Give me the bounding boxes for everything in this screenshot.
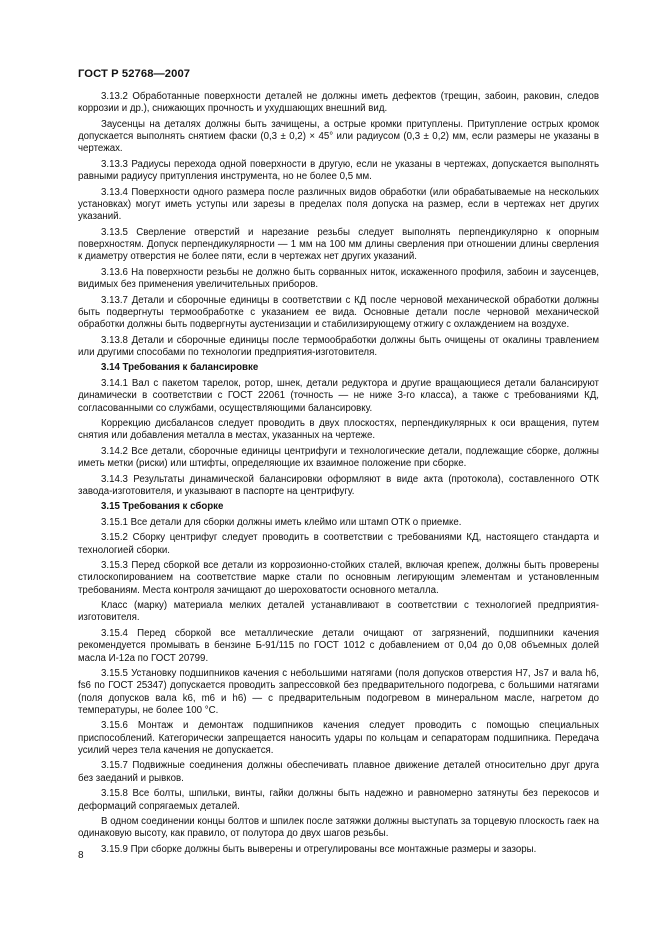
section-heading-3-15: 3.15 Требования к сборке [101,501,224,513]
paragraph-3-13-3: 3.13.3 Радиусы перехода одной поверхности в другую, если не указаны в чертежах, допускается выполнять равными радиусу притупления инструмента, но не более 0,5 мм. [78,158,599,183]
paragraph-3-15-5: 3.15.5 Установку подшипников качения с небольшими натягами (поля допусков отверстия H7, Js7 и вала h6, fs6 по ГОСТ 25347) допускается проводить запрессовкой без предварительного подогрева, с большими натягами (поля допусков вала k6, m6 и h6) — с предварительным подогревом в минеральном масле, нагретом до температуры, не более 100 °С. [78,668,599,716]
paragraph-3-13-8: 3.13.8 Детали и сборочные единицы после термообработки должны быть очищены от окалины травлением или другими способами по технологии предприятия-изготовителя. [78,334,599,358]
paragraph-3-13-4: 3.13.4 Поверхности одного размера после различных видов обработки (или обрабатываемые на нескольких установках) могут иметь уступы или зарезы в пределах поля допуска на размер, если в чертежах нет других указаний. [78,186,599,223]
paragraph-3-13-5: 3.13.5 Сверление отверстий и нарезание резьбы следует выполнять перпендикулярно к опорным поверхностям. Допуск перпендикулярности — 1 мм на 100 мм длины сверления при отношении длины сверления к диаметру отверстия не более пяти, если в чертежах нет других указаний. [78,226,599,263]
paragraph-3-15-8: 3.15.8 Все болты, шпильки, винты, гайки должны быть надежно и равномерно затянуты без перекосов и деформаций сопрягаемых деталей. [78,788,599,812]
paragraph-3-15-3: 3.15.3 Перед сборкой все детали из коррозионно-стойких сталей, включая крепеж, должны быть проверены стилоскопированием на соответствие марке стали по основным легирующим элементам и установленным требованиям. Места контроля зачищают до шероховатости основного металла. [78,560,599,596]
document-header: ГОСТ Р 52768—2007 [78,68,191,80]
paragraph-burrs: Заусенцы на деталях должны быть зачищены, а острые кромки притуплены. Притупление острых кромок допускается выполнять снятием фаски (0,3 ± 0,2) × 45° или радиусом (0,3 ± 0,2) мм, если размеры не указаны в чертежах. [78,118,599,155]
paragraph-3-15-4: 3.15.4 Перед сборкой все металлические детали очищают от загрязнений, подшипники качения рекомендуется промывать в бензине Б-91/115 по ГОСТ 1012 с добавлением от 0,04 до 0,08 объемных долей масла И-12а по ГОСТ 20799. [78,627,599,664]
paragraph-3-13-2: 3.13.2 Обработанные поверхности деталей не должны иметь дефектов (трещин, забоин, раковин, следов коррозии и др.), снижающих прочность и ухудшающих внешний вид. [78,91,599,115]
paragraph-3-13-6: 3.13.6 На поверхности резьбы не должно быть сорванных ниток, искаженного профиля, забоин и заусенцев, видимых без применения увеличительных приборов. [78,266,599,291]
paragraph-material-class: Класс (марку) материала мелких деталей устанавливают в соответствии с технологией предприятия-изготовителя. [78,600,599,624]
page-number: 8 [78,850,84,861]
section-heading-3-14: 3.14 Требования к балансировке [101,362,259,374]
paragraph-imbalance-correction: Коррекцию дисбалансов следует проводить в двух плоскостях, перпендикулярных к оси вращения, путем снятия или добавления металла в местах, указанных на чертеже. [78,418,599,442]
paragraph-bolt-ends: В одном соединении концы болтов и шпилек после затяжки должны выступать за торцевую плоскость гаек на одинаковую высоту, как правило, от полутора до двух шагов резьбы. [78,816,599,840]
paragraph-3-14-2: 3.14.2 Все детали, сборочные единицы центрифуги и технологические детали, подлежащие сборке, должны иметь метки (риски) или штифты, определяющие их взаимное положение при сборке. [78,445,599,470]
paragraph-3-15-6: 3.15.6 Монтаж и демонтаж подшипников качения следует проводить с помощью специальных приспособлений. Категорически запрещается наносить удары по кольцам и сепараторам подшипника. Передача усилий через тела качения не допускается. [78,720,599,756]
paragraph-3-15-7: 3.15.7 Подвижные соединения должны обеспечивать плавное движение деталей относительно друг друга без заеданий и рывков. [78,760,599,784]
document-body [78,91,599,859]
paragraph-3-14-3: 3.14.3 Результаты динамической балансировки оформляют в виде акта (протокола), составленного ОТК завода-изготовителя, и указывают в паспорте на центрифугу. [78,473,599,497]
paragraph-3-15-9: 3.15.9 При сборке должны быть выверены и отрегулированы все монтажные размеры и зазоры. [101,843,537,855]
paragraph-3-14-1: 3.14.1 Вал с пакетом тарелок, ротор, шнек, детали редуктора и другие вращающиеся детали балансируют динамически в соответствии с ГОСТ 22061 (точность — не ниже 3-го класса), а также с требованиями КД, согласованными со службами, осуществляющими балансировку. [78,377,599,414]
paragraph-3-13-7: 3.13.7 Детали и сборочные единицы в соответствии с КД после черновой механической обработки должны быть подвергнуты термообработке с указанием ее вида. Основные детали после черновой механической обработки должны быть подвергнуты аустенизации и стабилизирующему отжигу с охлаждением на воздухе. [78,294,599,331]
paragraph-3-15-1: 3.15.1 Все детали для сборки должны иметь клеймо или штамп ОТК о приемке. [101,516,462,528]
paragraph-3-15-2: 3.15.2 Сборку центрифуг следует проводить в соответствии с требованиями КД, настоящего стандарта и технологией сборки. [78,532,599,556]
